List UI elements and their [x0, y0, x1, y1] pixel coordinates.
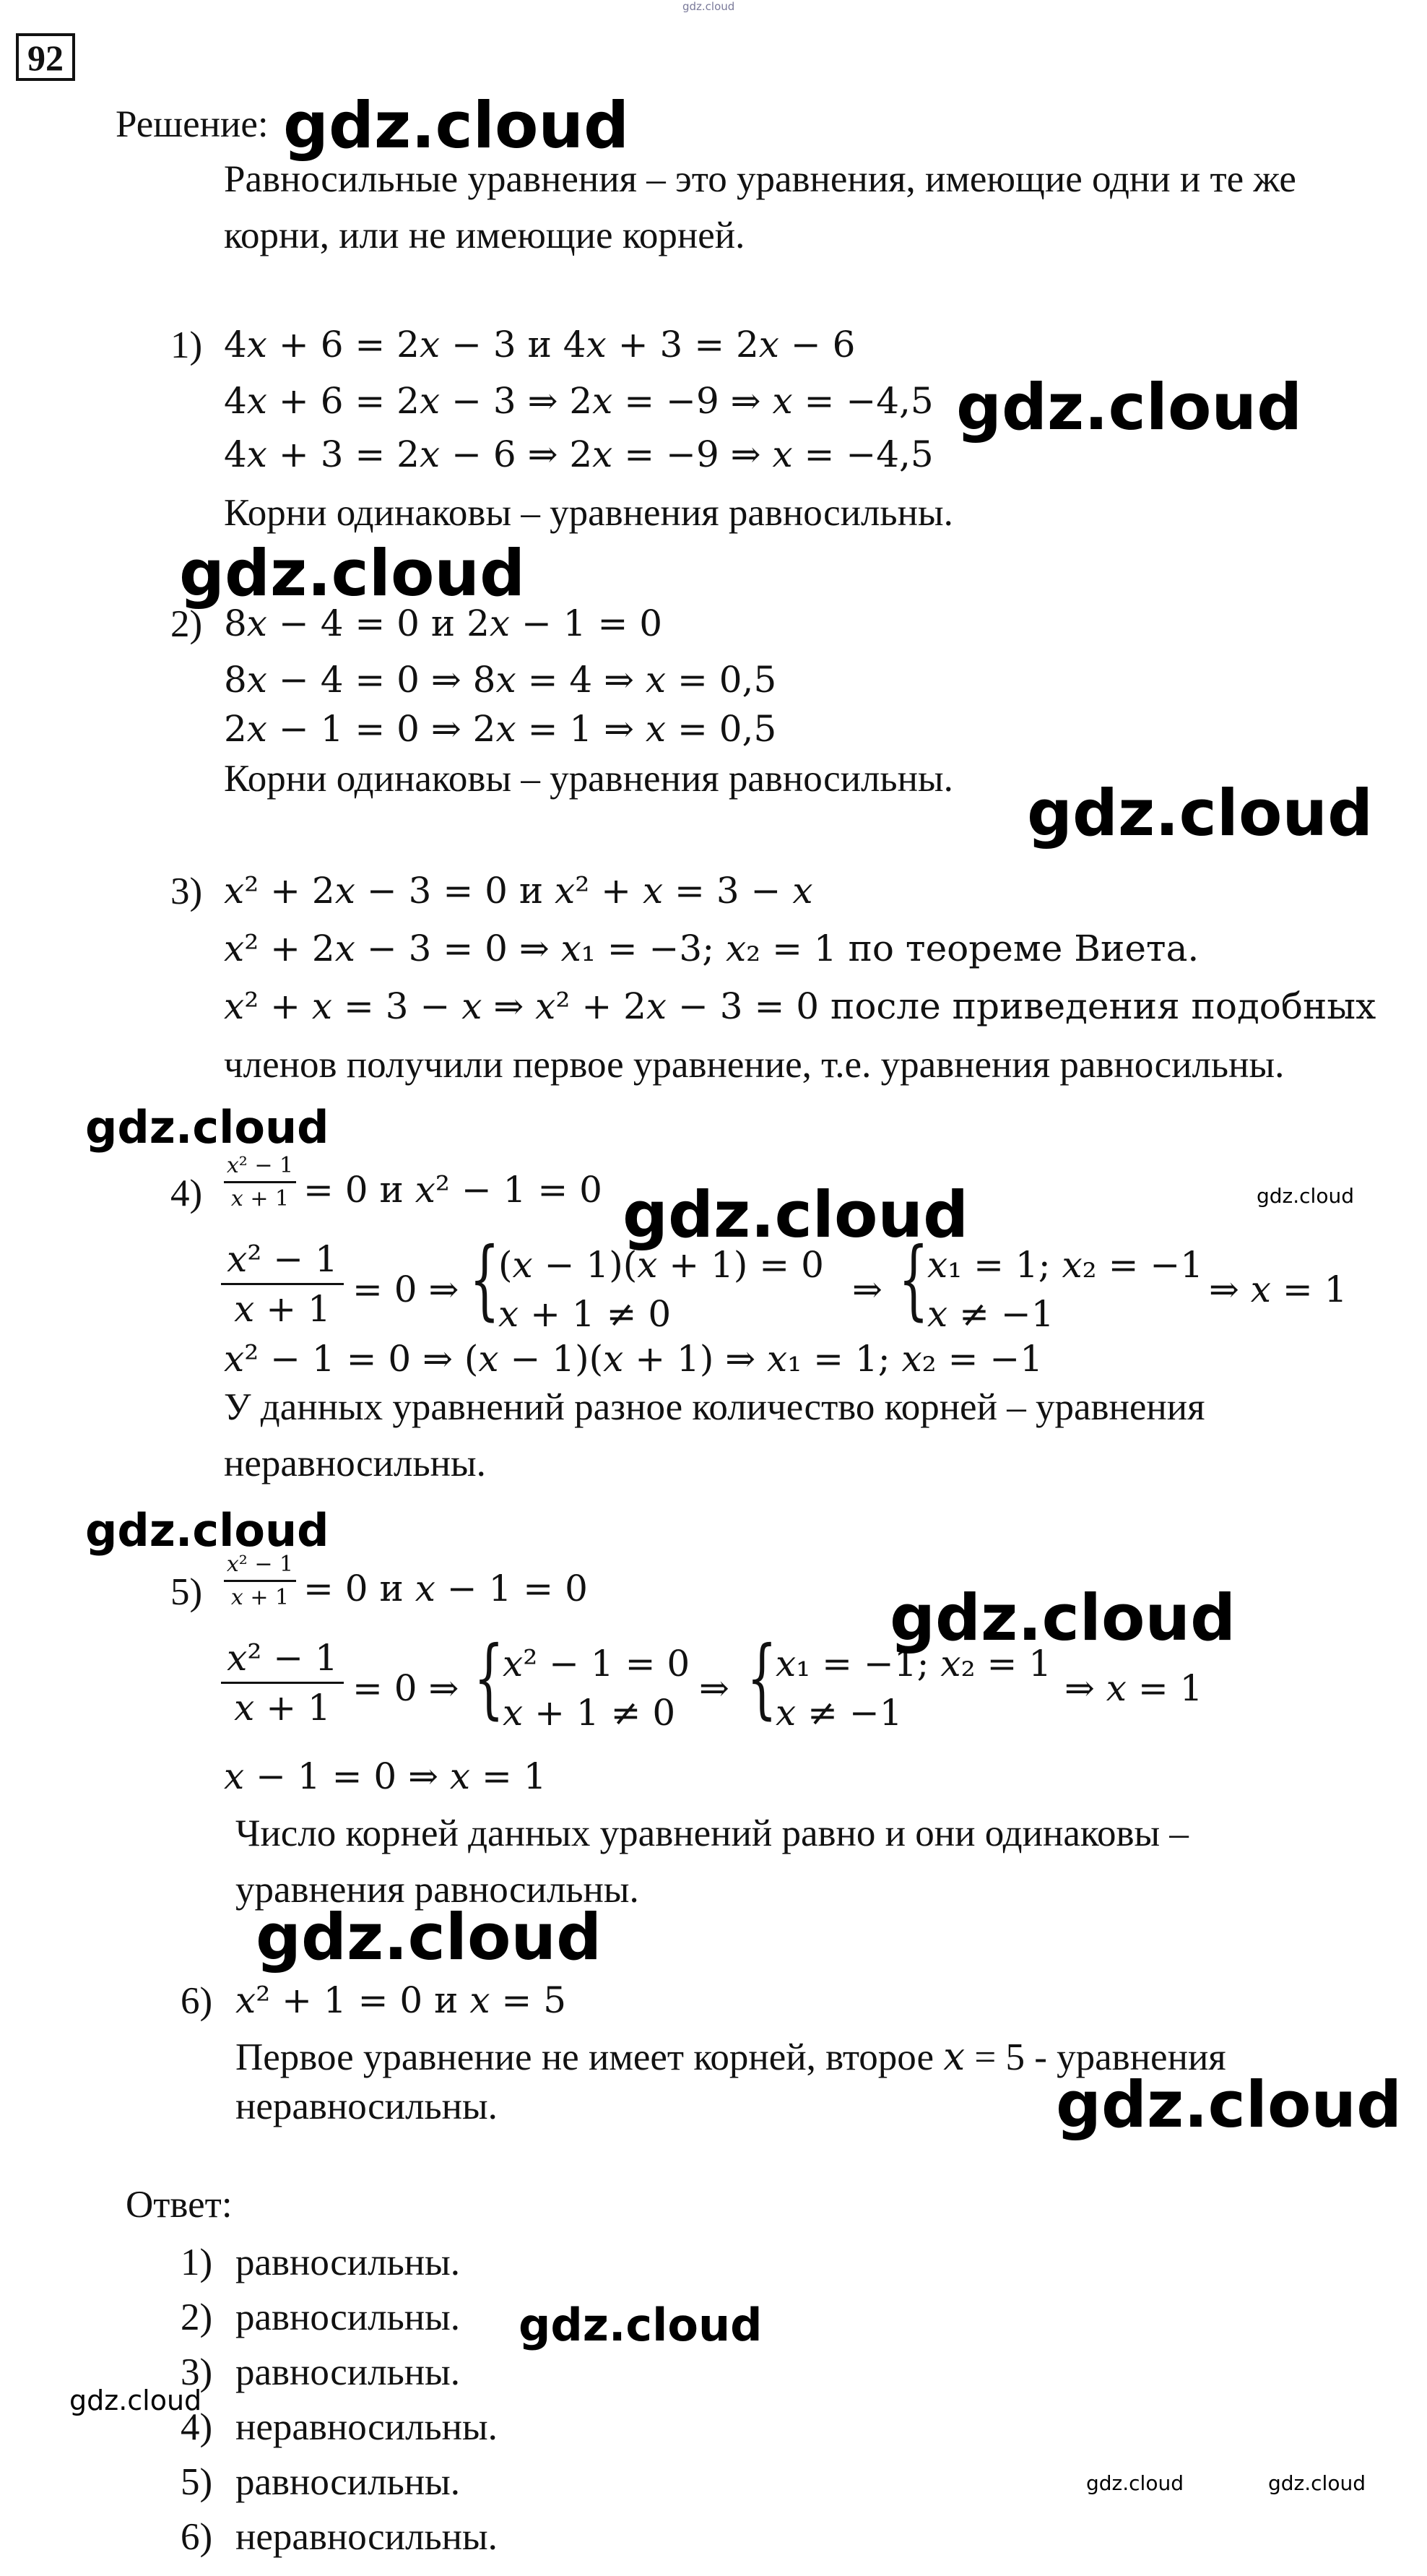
item-3-conclusion: членов получили первое уравнение, т.е. уравнения равносильны.	[224, 1044, 1285, 1086]
item-6-equation: 𝑥² + 1 = 0 и 𝑥 = 5	[235, 1979, 567, 2021]
answer-6-text: неравносильны.	[235, 2516, 498, 2558]
item-1-number: 1)	[170, 324, 203, 366]
answer-label: Ответ:	[126, 2184, 233, 2226]
item-4-numerator: 𝑥² − 1	[227, 1238, 338, 1280]
item-4-text-1: У данных уравнений разное количество корней – уравнения	[224, 1386, 1205, 1428]
item-2-number: 2)	[170, 603, 203, 645]
answer-3-text: равносильны.	[235, 2351, 460, 2393]
item-1-line-3: 4𝑥 + 3 = 2𝑥 − 6 ⇒ 2𝑥 = −9 ⇒ 𝑥 = −4,5	[224, 433, 934, 475]
problem-number: 92	[16, 33, 75, 81]
watermark: gdz.cloud	[256, 1900, 602, 1974]
answer-5-text: равносильны.	[235, 2461, 460, 2503]
watermark: gdz.cloud	[85, 1101, 329, 1154]
item-6-text-1: Первое уравнение не имеет корней, второе 𝑥 = 5 - уравнения	[235, 2036, 1226, 2078]
item-5-equation-tail: = 0 и 𝑥 − 1 = 0	[303, 1568, 588, 1609]
item-2-equation: 8𝑥 − 4 = 0 и 2𝑥 − 1 = 0	[224, 602, 663, 644]
item-2-conclusion: Корни одинаковы – уравнения равносильны.	[224, 758, 953, 800]
item-5-system-2a: 𝑥₁ = −1; 𝑥₂ = 1	[776, 1643, 1052, 1685]
item-4-small-fraction	[224, 1153, 296, 1211]
watermark: gdz.cloud	[69, 2385, 202, 2416]
item-4-system-1b: 𝑥 + 1 ≠ 0	[498, 1293, 672, 1335]
item-4-line-3: 𝑥² − 1 = 0 ⇒ (𝑥 − 1)(𝑥 + 1) ⇒ 𝑥₁ = 1; 𝑥₂ = −1	[224, 1338, 1044, 1380]
item-3-line-3: 𝑥² + 𝑥 = 3 − 𝑥 ⇒ 𝑥² + 2𝑥 − 3 = 0 после приведения подобных	[224, 985, 1376, 1027]
item-4-denominator: 𝑥 + 1	[234, 1288, 331, 1330]
item-4-text-2: неравносильны.	[224, 1443, 486, 1484]
watermark: gdz.cloud	[890, 1581, 1236, 1655]
left-brace-icon: {	[469, 1229, 500, 1330]
answer-3-number: 3)	[181, 2351, 213, 2393]
item-4-equation-tail: = 0 и 𝑥² − 1 = 0	[303, 1169, 602, 1211]
item-5-system-1b: 𝑥 + 1 ≠ 0	[503, 1692, 676, 1734]
item-4-system-2b: 𝑥 ≠ −1	[927, 1293, 1054, 1335]
item-4-arrow: ⇒	[852, 1268, 882, 1310]
left-brace-icon: {	[474, 1628, 504, 1729]
watermark: gdz.cloud	[623, 1177, 969, 1252]
item-4-system-1a: (𝑥 − 1)(𝑥 + 1) = 0	[498, 1244, 824, 1286]
answer-2-number: 2)	[181, 2296, 213, 2338]
watermark: gdz.cloud	[1027, 776, 1374, 850]
fraction-bar	[221, 1682, 344, 1684]
item-5-small-numerator: 𝑥² − 1	[226, 1552, 294, 1577]
item-5-number: 5)	[170, 1571, 203, 1613]
fraction-bar	[221, 1283, 344, 1285]
item-4-result: ⇒ 𝑥 = 1	[1209, 1268, 1348, 1310]
watermark: gdz.cloud	[956, 370, 1303, 444]
item-5-small-denominator: 𝑥 + 1	[230, 1585, 290, 1610]
item-6-number: 6)	[181, 1980, 213, 2022]
item-6-text-2: неравносильны.	[235, 2086, 498, 2127]
watermark: gdz.cloud	[179, 536, 526, 610]
item-1-equation: 4𝑥 + 6 = 2𝑥 − 3 и 4𝑥 + 3 = 2𝑥 − 6	[224, 324, 856, 366]
item-5-result: ⇒ 𝑥 = 1	[1064, 1667, 1203, 1709]
item-4-small-numerator: 𝑥² − 1	[226, 1153, 294, 1178]
answer-4-text: неравносильны.	[235, 2406, 498, 2448]
item-2-line-2: 8𝑥 − 4 = 0 ⇒ 8𝑥 = 4 ⇒ 𝑥 = 0,5	[224, 659, 777, 701]
watermark: gdz.cloud	[1268, 2471, 1366, 2495]
item-5-system-1a: 𝑥² − 1 = 0	[503, 1643, 690, 1685]
item-5-numerator: 𝑥² − 1	[227, 1637, 338, 1679]
watermark: gdz.cloud	[1086, 2471, 1184, 2495]
item-4-implies: = 0 ⇒	[352, 1268, 459, 1310]
definition-line-2: корни, или не имеющие корней.	[224, 215, 745, 256]
item-3-line-2: 𝑥² + 2𝑥 − 3 = 0 ⇒ 𝑥₁ = −3; 𝑥₂ = 1 по теореме Виета.	[224, 928, 1200, 969]
watermark: gdz.cloud	[519, 2299, 763, 2351]
watermark: gdz.cloud	[1257, 1184, 1354, 1208]
item-4-fraction	[221, 1238, 344, 1330]
item-5-arrow: ⇒	[699, 1667, 729, 1709]
watermark: gdz.cloud	[85, 1504, 329, 1557]
item-4-number: 4)	[170, 1172, 203, 1214]
item-5-small-fraction	[224, 1552, 296, 1610]
fraction-bar	[224, 1181, 296, 1183]
item-3-number: 3)	[170, 870, 203, 912]
item-5-implies: = 0 ⇒	[352, 1667, 459, 1709]
item-1-conclusion: Корни одинаковы – уравнения равносильны.	[224, 492, 953, 534]
watermark-top: gdz.cloud	[682, 0, 735, 13]
watermark: gdz.cloud	[283, 88, 630, 163]
item-5-text-2: уравнения равносильны.	[235, 1869, 639, 1911]
item-5-text-1: Число корней данных уравнений равно и они одинаковы –	[235, 1812, 1189, 1854]
left-brace-icon: {	[747, 1628, 777, 1729]
item-1-line-2: 4𝑥 + 6 = 2𝑥 − 3 ⇒ 2𝑥 = −9 ⇒ 𝑥 = −4,5	[224, 380, 934, 422]
answer-6-number: 6)	[181, 2516, 213, 2558]
answer-1-text: равносильны.	[235, 2242, 460, 2283]
item-2-line-3: 2𝑥 − 1 = 0 ⇒ 2𝑥 = 1 ⇒ 𝑥 = 0,5	[224, 708, 777, 750]
answer-5-number: 5)	[181, 2461, 213, 2503]
answer-2-text: равносильны.	[235, 2296, 460, 2338]
item-5-system-2b: 𝑥 ≠ −1	[776, 1692, 903, 1734]
definition-line-1: Равносильные уравнения – это уравнения, имеющие одни и те же	[224, 158, 1296, 200]
answer-1-number: 1)	[181, 2242, 213, 2283]
left-brace-icon: {	[898, 1229, 929, 1330]
item-5-denominator: 𝑥 + 1	[234, 1687, 331, 1729]
item-3-equation: 𝑥² + 2𝑥 − 3 = 0 и 𝑥² + 𝑥 = 3 − 𝑥	[224, 870, 813, 912]
item-5-line-3: 𝑥 − 1 = 0 ⇒ 𝑥 = 1	[224, 1755, 547, 1797]
answer-4-number: 4)	[181, 2406, 213, 2448]
watermark: gdz.cloud	[1056, 2067, 1402, 2142]
item-4-system-2a: 𝑥₁ = 1; 𝑥₂ = −1	[927, 1244, 1204, 1286]
item-5-fraction	[221, 1637, 344, 1729]
item-4-small-denominator: 𝑥 + 1	[230, 1186, 290, 1211]
fraction-bar	[224, 1580, 296, 1582]
solution-label: Решение:	[116, 103, 269, 145]
